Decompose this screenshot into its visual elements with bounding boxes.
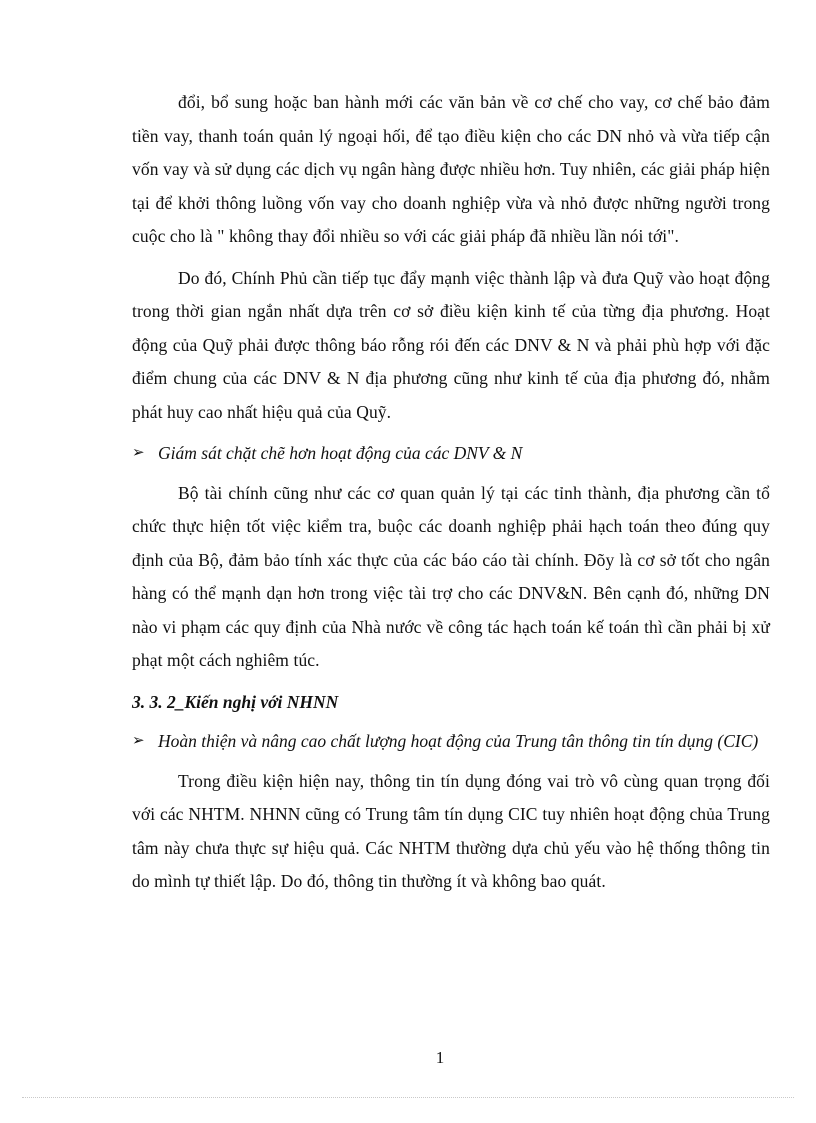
- bullet-item-1: [132, 437, 770, 471]
- bullet-text-2: Hoàn thiện và nâng cao chất lượng hoạt động của Trung tân thông tin tín dụng (CIC): [158, 731, 759, 751]
- bullet-item-2: [132, 725, 770, 759]
- page-number: 1: [435, 1048, 445, 1067]
- page-bottom-divider: [22, 1097, 794, 1098]
- paragraph-2: Do đó, Chính Phủ cần tiếp tục đẩy mạnh việc thành lập và đưa Quỹ vào hoạt động trong thời gian ngắn nhất dựa trên cơ sở điều kiện kinh tế của từng địa phương. Hoạt động của Quỹ phải được thông báo rỗng rói đến các DNV & N và phải phù hợp với đặc điểm chung của các DNV & N địa phương cũng như kinh tế của địa phương đó, nhằm phát huy cao nhất hiệu quả của Quỹ.: [132, 267, 770, 422]
- paragraph-3: Bộ tài chính cũng như các cơ quan quản lý tại các tỉnh thành, địa phương cần tổ chức thực hiện tốt việc kiểm tra, buộc các doanh nghiệp phải hạch toán theo đúng quy định của Bộ, đảm bảo tính xác thực của các báo cáo tài chính. Đõy là cơ sở tốt cho ngân hàng có thể mạnh dạn hơn trong việc tài trợ cho các DNV&N. Bên cạnh đó, những DN nào vi phạm các quy định của Nhà nước về công tác hạch toán kế toán thì cần phải bị xử phạt một cách nghiêm túc.: [132, 482, 770, 670]
- arrow-bullet-icon: ➢: [132, 445, 145, 461]
- arrow-bullet-icon: ➢: [132, 733, 145, 749]
- section-heading: 3. 3. 2_Kiến nghị với NHNN: [132, 691, 339, 712]
- paragraph-4: Trong điều kiện hiện nay, thông tin tín dụng đóng vai trò vô cùng quan trọng đối với các NHTM. NHNN cũng có Trung tâm tín dụng CIC tuy nhiên hoạt động chủa Trung tâm này chưa thực sự hiệu quả. Các NHTM thường dựa chủ yếu vào hệ thống thông tin do mình tự thiết lập. Do đó, thông tin thường ít và không bao quát.: [132, 770, 770, 891]
- paragraph-1: đổi, bổ sung hoặc ban hành mới các văn bản về cơ chế cho vay, cơ chế bảo đảm tiền vay, thanh toán quản lý ngoại hối, để tạo điều kiện cho các DN nhỏ và vừa tiếp cận vốn vay và sử dụng các dịch vụ ngân hàng được nhiều hơn. Tuy nhiên, các giải pháp hiện tại để khởi thông luồng vốn vay cho doanh nghiệp vừa và nhỏ được những người trong cuộc cho là " không thay đổi nhiều so với các giải pháp đã nhiều lần nói tới".: [132, 92, 770, 246]
- page-content: [132, 86, 770, 907]
- bullet-text-1: Giám sát chặt chẽ hơn hoạt động của các DNV & N: [158, 443, 523, 463]
